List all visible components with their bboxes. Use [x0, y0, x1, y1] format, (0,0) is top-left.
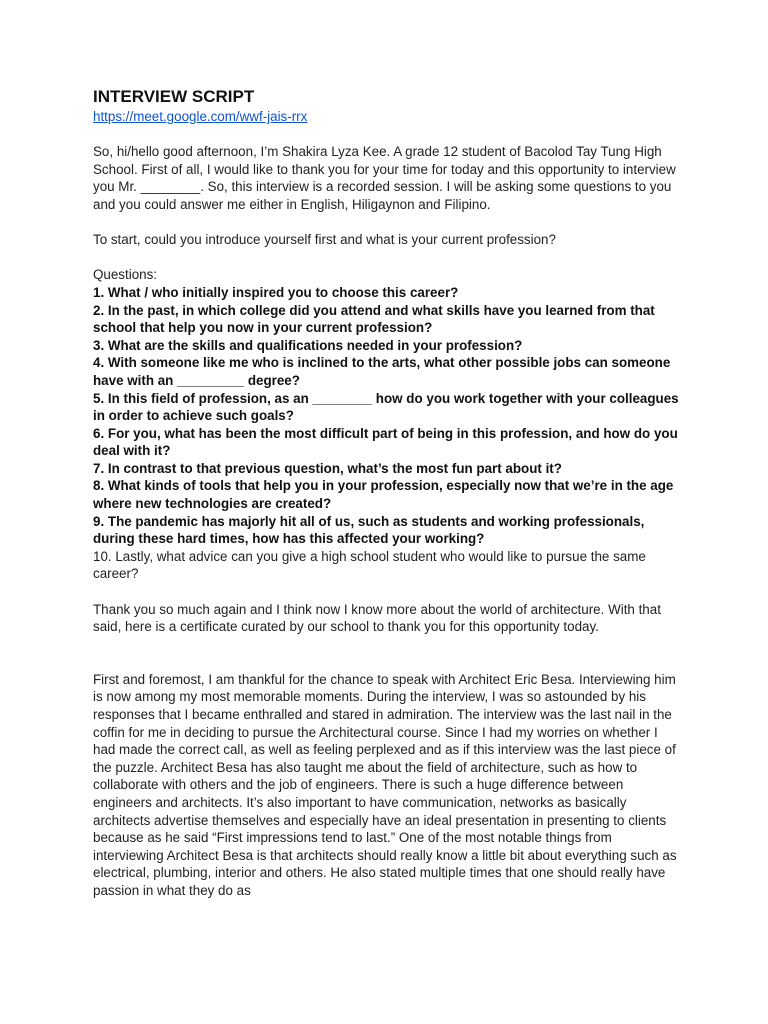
question-7: 7. In contrast to that previous question, what’s the most fun part about it? — [93, 460, 562, 476]
questions-label: Questions: — [93, 267, 158, 283]
question-10: 10. Lastly, what advice can you give a high school student who would like to pursue the same career? — [93, 548, 646, 582]
spacer — [93, 636, 683, 671]
question-1: 1. What / who initially inspired you to choose this career? — [93, 284, 459, 300]
question-2: 2. In the past, in which college did you attend and what skills have you learned from that school that help you now in your current profession? — [93, 302, 655, 336]
document-title: INTERVIEW SCRIPT — [93, 87, 255, 106]
intro-paragraph: So, hi/hello good afternoon, I’m Shakira Lyza Kee. A grade 12 student of Bacolod Tay Tung High School. First of all, I would like to thank you for your time for today and this opportunity to interview you Mr. ________. So, this interview is a recorded session. I will be asking some questions to you and you could answer me either in English, Hiligaynon and Filipino. — [93, 144, 676, 212]
spacer — [93, 249, 683, 267]
question-9: 9. The pandemic has majorly hit all of us, such as students and working professionals, during these hard times, how has this affected your working? — [93, 513, 645, 547]
question-5: 5. In this field of profession, as an ________ how do you work together with your colleagues in order to achieve such goals? — [93, 390, 679, 424]
question-6: 6. For you, what has been the most difficult part of being in this profession, and how do you deal with it? — [93, 425, 678, 459]
question-8: 8. What kinds of tools that help you in your profession, especially now that we’re in the age where new technologies are created? — [93, 478, 674, 512]
reflection-paragraph: First and foremost, I am thankful for the chance to speak with Architect Eric Besa. Interviewing him is now among my most memorable moments. During the interview, I was so astounded by his responses that I became enthralled and stared in admiration. The interview was the last nail in the coffin for me in deciding to pursue the Architectural course. Since I had my worries on whether I had made the correct call, as well as feeling perplexed and as if this interview was the last piece of the puzzle. Architect Besa has also taught me about the field of architecture, such as how to collaborate with others and the job of engineers. There is such a huge difference between engineers and architects. It’s also important to have communication, networks as basically architects advertise themselves and especially have an ideal presentation in presenting to clients because as he said “First impressions tend to last.” One of the most notable things from interviewing Architect Besa is that architects should really know a little bit about everything such as electrical, plumbing, interior and others. He also stated multiple times that one should really have passion in what they do as — [93, 671, 677, 898]
thanks-paragraph: Thank you so much again and I think now I know more about the world of architecture. With that said, here is a certificate curated by our school to thank you for this opportunity today. — [93, 601, 661, 635]
spacer — [93, 126, 683, 144]
start-paragraph: To start, could you introduce yourself first and what is your current profession? — [93, 232, 556, 248]
spacer — [93, 583, 683, 601]
question-4: 4. With someone like me who is inclined to the arts, what other possible jobs can someone have with an _________ degree? — [93, 355, 671, 388]
question-3: 3. What are the skills and qualifications needed in your profession? — [93, 337, 523, 353]
spacer — [93, 214, 683, 232]
document-page — [93, 86, 683, 900]
meeting-link[interactable]: https://meet.google.com/wwf-jais-rrx — [93, 109, 308, 124]
